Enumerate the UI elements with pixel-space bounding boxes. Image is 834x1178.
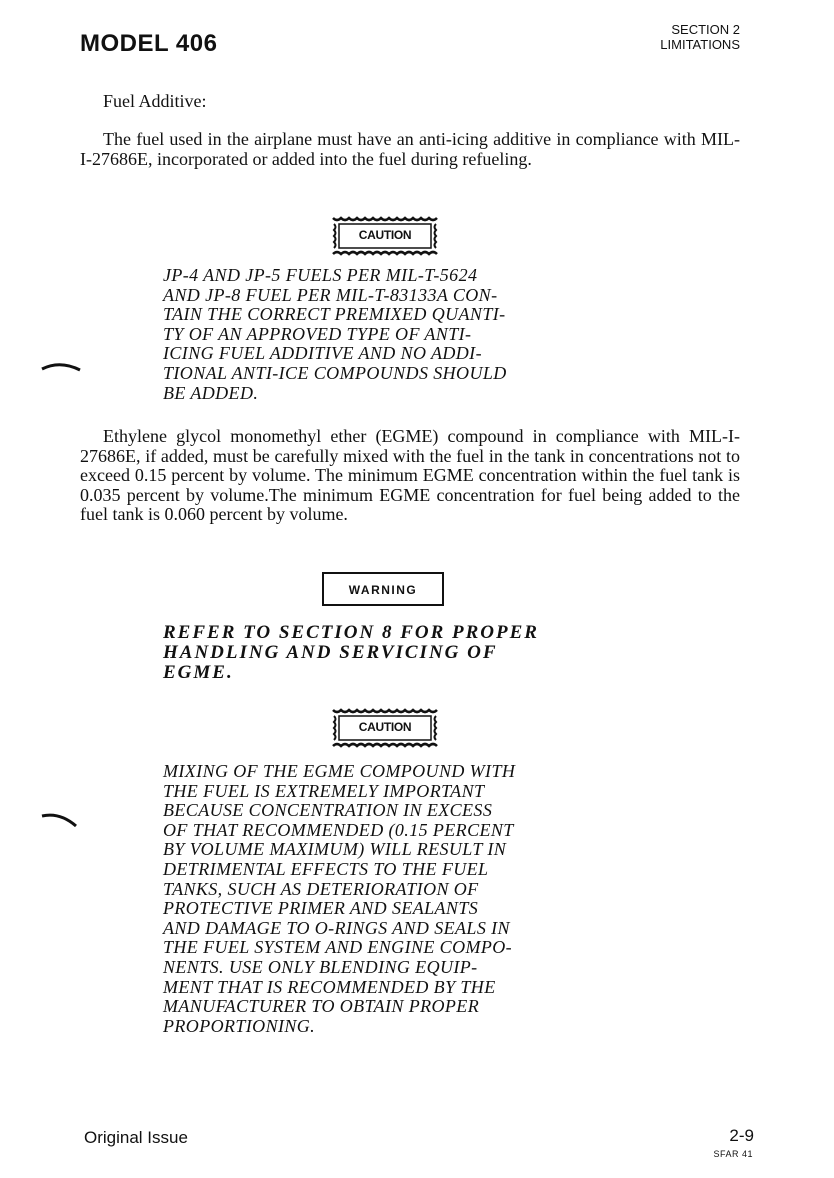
change-bar-icon [40,810,86,830]
caution-label-2 [331,708,439,748]
paragraph-egme-text: Ethylene glycol monomethyl ether (EGME) compound in compliance with MIL-I-27686E, if added, must be carefully mixed with the fuel in the tank in concentrations not to exceed 0.15 percent by volume. The minimum EGME concentration within the fuel tank is 0.035 percent by volume.The minimum EGME concentration for fuel being added to the fuel tank is 0.060 percent by volume. [80,426,740,524]
caution-line: MENT THAT IS RECOMMENDED BY THE [163,976,496,997]
caution-label-text-1: CAUTION [358,228,412,242]
caution-line: THE FUEL IS EXTREMELY IMPORTANT [163,780,485,801]
caution-line: TIONAL ANTI-ICE COMPOUNDS SHOULD [163,362,507,383]
footer-issue: Original Issue [84,1128,188,1147]
section-number: SECTION 2 [671,22,740,37]
caution-label-text-2: CAUTION [358,720,412,734]
caution-line: NENTS. USE ONLY BLENDING EQUIP- [163,956,478,977]
caution-line: DETRIMENTAL EFFECTS TO THE FUEL [163,858,489,879]
paragraph-anti-icing-text: The fuel used in the airplane must have an anti-icing additive in compliance with MIL-I-27686E, incorporated or added into the fuel during refueling. [80,129,740,169]
caution-line: AND JP-8 FUEL PER MIL-T-83133A CON- [163,284,498,305]
caution-line: TANKS, SUCH AS DETERIORATION OF [163,878,479,899]
caution-line: TAIN THE CORRECT PREMIXED QUANTI- [163,304,506,325]
warning-text [163,623,605,683]
warning-label [322,572,444,606]
warning-line: HANDLING AND SERVICING OF [163,642,498,663]
caution-label-1 [331,216,439,256]
model-title: MODEL 406 [80,30,218,57]
warning-line: REFER TO SECTION 8 FOR PROPER [163,622,539,643]
paragraph-anti-icing [80,130,740,169]
caution-line: JP-4 AND JP-5 FUELS PER MIL-T-5624 [163,265,478,285]
caution-text-1 [163,266,605,403]
caution-line: MANUFACTURER TO OBTAIN PROPER [163,996,480,1017]
caution-line: OF THAT RECOMMENDED (0.15 PERCENT [163,819,514,840]
fuel-additive-heading: Fuel Additive: [103,91,207,111]
caution-line: BE ADDED. [163,382,259,403]
caution-line: PROPORTIONING. [163,1015,316,1036]
caution-line: BECAUSE CONCENTRATION IN EXCESS [163,800,493,821]
warning-label-text: WARNING [348,583,418,597]
caution-line: TY OF AN APPROVED TYPE OF ANTI- [163,323,472,344]
caution-line: AND DAMAGE TO O-RINGS AND SEALS IN [163,917,510,938]
caution-line: MIXING OF THE EGME COMPOUND WITH [163,761,516,781]
section-title: LIMITATIONS [660,37,740,52]
warning-line: EGME. [163,662,234,683]
caution-line: ICING FUEL ADDITIVE AND NO ADDI- [163,343,482,364]
change-bar-icon [40,358,86,378]
caution-text-2 [163,762,605,1036]
paragraph-egme [80,427,740,525]
page-number: 2-9 [729,1126,754,1145]
footer-code: SFAR 41 [713,1149,753,1159]
section-heading [660,22,740,52]
caution-line: THE FUEL SYSTEM AND ENGINE COMPO- [163,937,513,958]
caution-line: PROTECTIVE PRIMER AND SEALANTS [163,898,479,919]
caution-line: BY VOLUME MAXIMUM) WILL RESULT IN [163,839,507,860]
